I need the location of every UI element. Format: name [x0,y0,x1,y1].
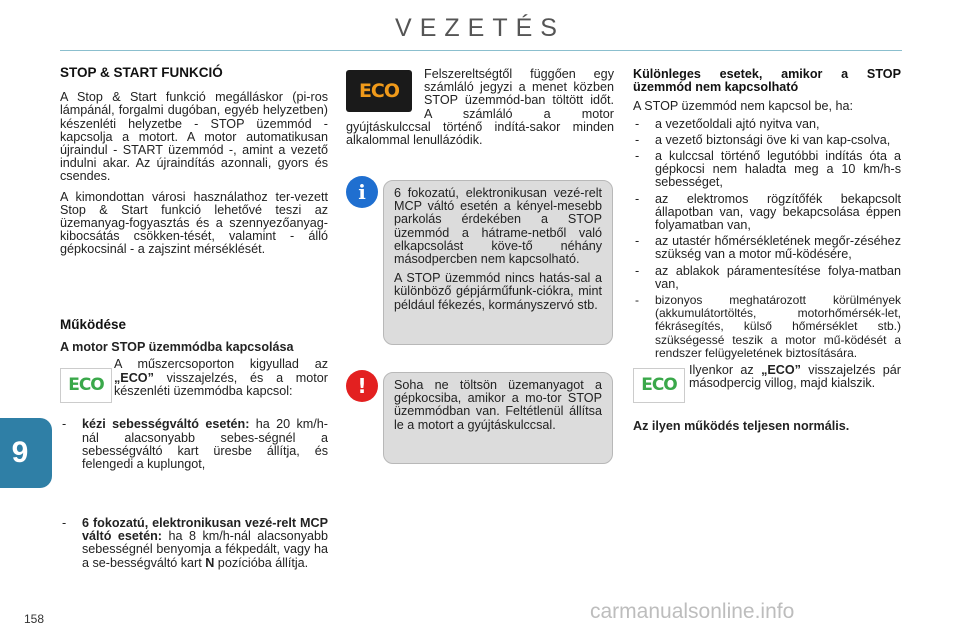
list-item: - az ablakok páramentesítése folya-matban van, [633,265,901,291]
list-item: - kézi sebességváltó esetén: ha 20 km/h-nál alacsonyabb sebes-ségnél a sebességváltó kart üresbe állítja, és felengedi a kuplungot, [60,418,328,471]
special-cases-list [633,118,901,360]
mcp-item-block [60,517,328,573]
right-column [633,68,901,433]
intro-paragraph: A Stop & Start funkció megálláskor (pi-ros lámpánál, forgalmi dugóban, egyéb helyzetben) készenléti helyzetbe - STOP üzemmód - kapcsolja a motort. A motor automatikusan újraindul - START üzemmód -, amint a vezető indulni akar. Az újraindítás azonnali, gyors és csendes. [60,90,328,184]
eco-counter-icon: ECO [346,70,412,112]
stop-conditions-list [60,418,328,471]
stop-conditions-list-2 [60,517,328,570]
special-cases-intro: A STOP üzemmód nem kapcsol be, ha: [633,99,854,114]
eco-indicator-icon-2: ECO [633,368,685,403]
city-paragraph: A kimondottan városi használathoz ter-vezett Stop & Start funkció lehetővé teszi az üzemanyag-fogyasztás és a szennyezőanyag-kibocsátás csökken-tését, valamint - álló gépkocsinál - a zajszint mérséklését. [60,189,328,257]
info-paragraph-2: A STOP üzemmód nincs hatás-sal a különböző gépjárműfunk-ciókra, mint például fékezés, kormányszervó stb. [394,271,602,312]
list-item: - a vezetőoldali ajtó nyitva van, [633,118,901,131]
warning-callout [383,372,613,464]
eco-description: A műszercsoporton kigyullad az „ECO” visszajelzés, és a motor készenléti üzemmódba kapcsol: [114,357,328,398]
counter-paragraph: Felszereltségtől függően egy számláló jegyzi a menet közben STOP üzemmód-ban töltött időt. A számláló a motor gyújtáskulccsal történő indítá-sakor minden alkalommal lenullázódik. [346,67,614,148]
section-title: STOP & START FUNKCIÓ [60,65,223,80]
chapter-number: 9 [11,436,29,469]
stop-mode-subtitle: A motor STOP üzemmódba kapcsolása [60,340,294,355]
list-item: - bizonyos meghatározott körülmények (akkumulátortöltés, motorhőmérsék-let, fékrásegítés, külső hőmérséklet stb.) szükségessé teszik a motor mű-ködését a rendszer felügyeletének biztosítására. [633,294,901,360]
list-item: - az utastér hőmérsékletének megőr-zéséhez szükség van a motor mű-ködésére, [633,235,901,261]
works-title: Működése [60,317,127,332]
left-column [60,66,328,264]
special-cases-title: Különleges esetek, amikor a STOP üzemmód nem kapcsolható [633,67,901,95]
info-paragraph-1: 6 fokozatú, elektronikusan vezé-relt MCP váltó esetén a kényel-mesebb parkolás érdekében a STOP üzemmód a hátrame-netből való elkapcsolást köve-tő néhány másodpercben nem kapcsolható. [394,186,602,267]
info-callout [383,180,613,345]
page-number: 158 [24,612,45,626]
operation-block [60,318,328,474]
normal-operation-note: Az ilyen működés teljesen normális. [633,419,850,434]
page-title: VEZETÉS [395,14,565,42]
list-item: - az elektromos rögzítőfék bekapcsolt állapotban van, vagy bekapcsolása éppen folyamatban van, [633,193,901,233]
list-item: - 6 fokozatú, elektronikusan vezé-relt MCP váltó esetén: ha 8 km/h-nál alacsonyabb sebességnél benyomja a fékpedált, vagy ha a se-bességváltó kart N pozícióba állítja. [60,517,328,570]
list-item: - a vezető biztonsági öve ki van kap-csolva, [633,134,901,147]
eco-blink-text: Ilyenkor az „ECO” visszajelzés pár másodpercig villog, majd kialszik. [689,363,901,391]
title-divider [60,50,902,51]
watermark-text: carmanualsonline.info [590,600,795,623]
list-item: - a kulccsal történő legutóbbi indítás óta a gépkocsi nem haladta meg a 10 km/h-s sebességet, [633,150,901,190]
eco-indicator-icon: ECO [60,368,112,403]
chapter-tab [0,418,52,488]
warning-icon: ! [346,370,378,402]
warning-text: Soha ne töltsön üzemanyagot a gépkocsiba, amikor a mo-tor STOP üzemmódban van. Feltétlenül állítsa le a motort a gyújtáskulccsal. [394,378,602,432]
info-icon: i [346,176,378,208]
